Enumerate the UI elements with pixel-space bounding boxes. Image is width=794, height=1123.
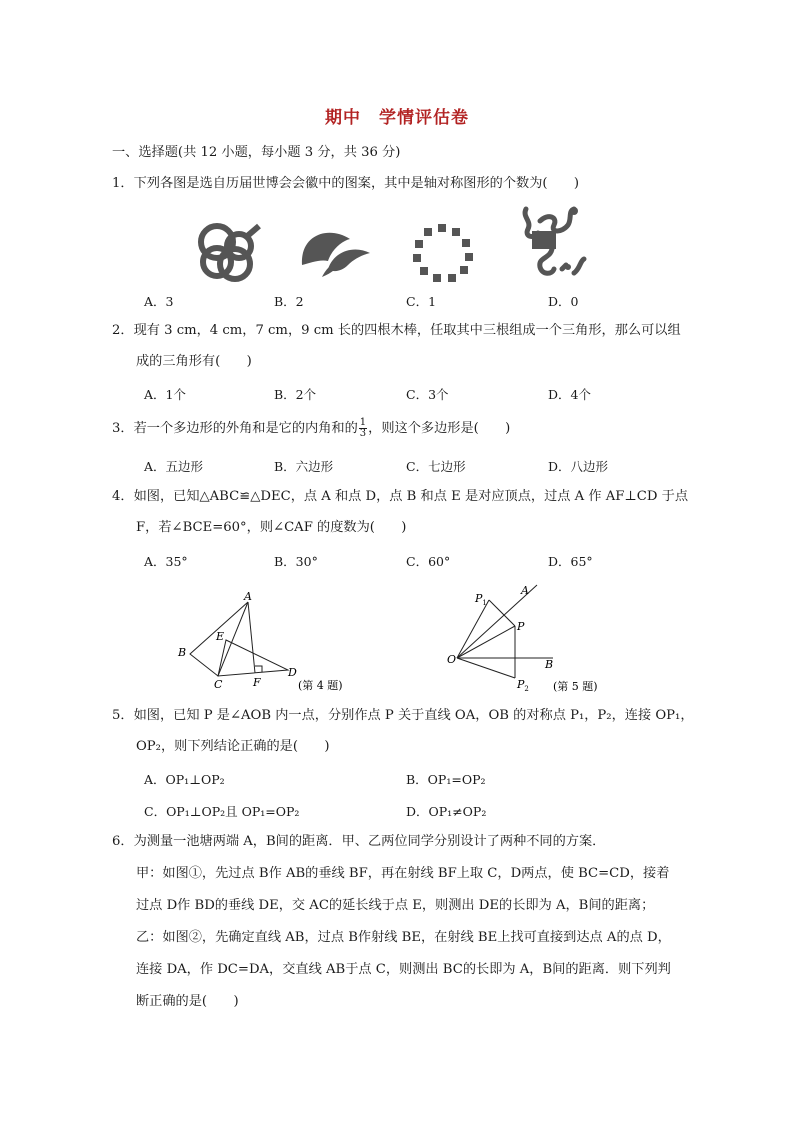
- question-6-line1: 6．为测量一池塘两端 A，B间的距离．甲、乙两位同学分别设计了两种不同的方案．: [112, 834, 606, 849]
- question-6-line4: 乙：如图②，先确定直线 AB，过点 B作射线 BE，在射线 BE上找可直接到达点 A的点 D，: [136, 930, 671, 945]
- question-6-line5: 连接 DA，作 DC=DA，交直线 AB于点 C，则测出 BC的长即为 A，B间的距离．则下列判: [136, 962, 671, 977]
- rings-logo-icon: [195, 220, 265, 285]
- fig5-label-b: B: [545, 658, 554, 671]
- fig5-caption: (第 5 题): [553, 680, 598, 693]
- fig5-label-p2: $P_2$: [517, 678, 529, 693]
- fig4-label-f: F: [253, 676, 261, 689]
- question-6-line2: 甲：如图①，先过点 B作 AB的垂线 BF，再在射线 BF上取 C，D两点，使 BC=CD，接着: [136, 866, 670, 881]
- q3-option-d: D．八边形: [548, 459, 609, 474]
- crescent-logo-icon: [298, 225, 378, 285]
- question-4-line2: F，若∠BCE=60°，则∠CAF 的度数为( ): [136, 520, 407, 535]
- q3-stem-pre: 3．若一个多边形的外角和是它的内角和的: [112, 421, 358, 436]
- question-1-stem: 1．下列各图是选自历届世博会会徽中的图案，其中是轴对称图形的个数为( ): [112, 176, 580, 191]
- fig4-label-c: C: [214, 678, 223, 691]
- q1-option-b: B．2: [274, 294, 304, 309]
- q4-option-c: C．60°: [406, 554, 451, 569]
- fig4-label-a: A: [244, 592, 252, 603]
- q3-option-a: A．五边形: [144, 459, 204, 474]
- q2-option-d: D．4个: [548, 387, 591, 402]
- triangle-dec: [218, 640, 288, 676]
- q2-option-c: C．3个: [406, 387, 449, 402]
- q3-option-b: B．六边形: [274, 459, 334, 474]
- segment-op2: [457, 658, 515, 678]
- q5-option-c: C．OP₁⊥OP₂且 OP₁=OP₂: [144, 804, 300, 819]
- q3-fraction-denominator: 3: [359, 428, 367, 439]
- q3-fraction: [359, 418, 367, 439]
- q4-option-b: B．30°: [274, 554, 318, 569]
- question-6-line6: 断正确的是( ): [136, 994, 239, 1009]
- q3-fraction-numerator: 1: [359, 417, 367, 428]
- q1-option-d: D．0: [548, 294, 579, 309]
- right-angle-mark: [255, 666, 262, 672]
- section-heading: 一、选择题(共 12 小题，每小题 3 分，共 36 分): [112, 145, 401, 160]
- fig4-label-e: E: [216, 630, 225, 643]
- segment-af: [248, 602, 255, 673]
- q5-option-d: D．OP₁≠OP₂: [406, 804, 487, 819]
- question-5-line1: 5．如图，已知 P 是∠AOB 内一点，分别作点 P 关于直线 OA，OB 的对称点 P₁，P₂，连接 OP₁，: [112, 708, 694, 723]
- question-2-line2: 成的三角形有( ): [136, 354, 252, 369]
- question-2-line1: 2．现有 3 cm，4 cm，7 cm，9 cm 长的四根木棒，任取其中三根组成一个三角形，那么可以组: [112, 323, 681, 338]
- fig5-label-p: P: [517, 620, 525, 633]
- fig4-label-b: B: [178, 646, 187, 659]
- q3-option-c: C．七边形: [406, 459, 466, 474]
- question-3-stem: [112, 418, 510, 439]
- fig4-label-d: D: [288, 666, 297, 679]
- question-6-line3: 过点 D作 BD的垂线 DE，交 AC的延长线于点 E，则测出 DE的长即为 A，B间的距离；: [136, 898, 655, 913]
- q5-option-a: A．OP₁⊥OP₂: [144, 772, 225, 787]
- fig5-label-p1: $P_1$: [475, 592, 487, 607]
- figure-logo-icon: [518, 203, 590, 283]
- q1-option-c: C．1: [406, 294, 437, 309]
- figure-q4: [170, 592, 350, 702]
- figure-q5: [445, 580, 625, 698]
- dotted-ring-logo-icon: [408, 222, 478, 284]
- question-4-line1: 4．如图，已知△ABC≌△DEC，点 A 和点 D，点 B 和点 E 是对应顶点，过点 A 作 AF⊥CD 于点: [112, 489, 689, 504]
- fig4-caption: (第 4 题): [298, 679, 343, 692]
- fig5-label-o: O: [447, 653, 457, 666]
- q2-option-a: A．1个: [144, 387, 186, 402]
- q4-option-a: A．35°: [144, 554, 188, 569]
- page-title: 期中 学情评估卷: [325, 108, 469, 128]
- q1-option-a: A．3: [144, 294, 174, 309]
- q4-option-d: D．65°: [548, 554, 593, 569]
- q2-option-b: B．2个: [274, 387, 317, 402]
- segment-p1p: [489, 600, 515, 626]
- q5-option-b: B．OP₁=OP₂: [406, 772, 486, 787]
- question-5-line2: OP₂，则下列结论正确的是( ): [136, 739, 330, 754]
- fig5-label-a: A: [521, 584, 529, 597]
- q3-stem-post: ，则这个多边形是( ): [368, 421, 511, 436]
